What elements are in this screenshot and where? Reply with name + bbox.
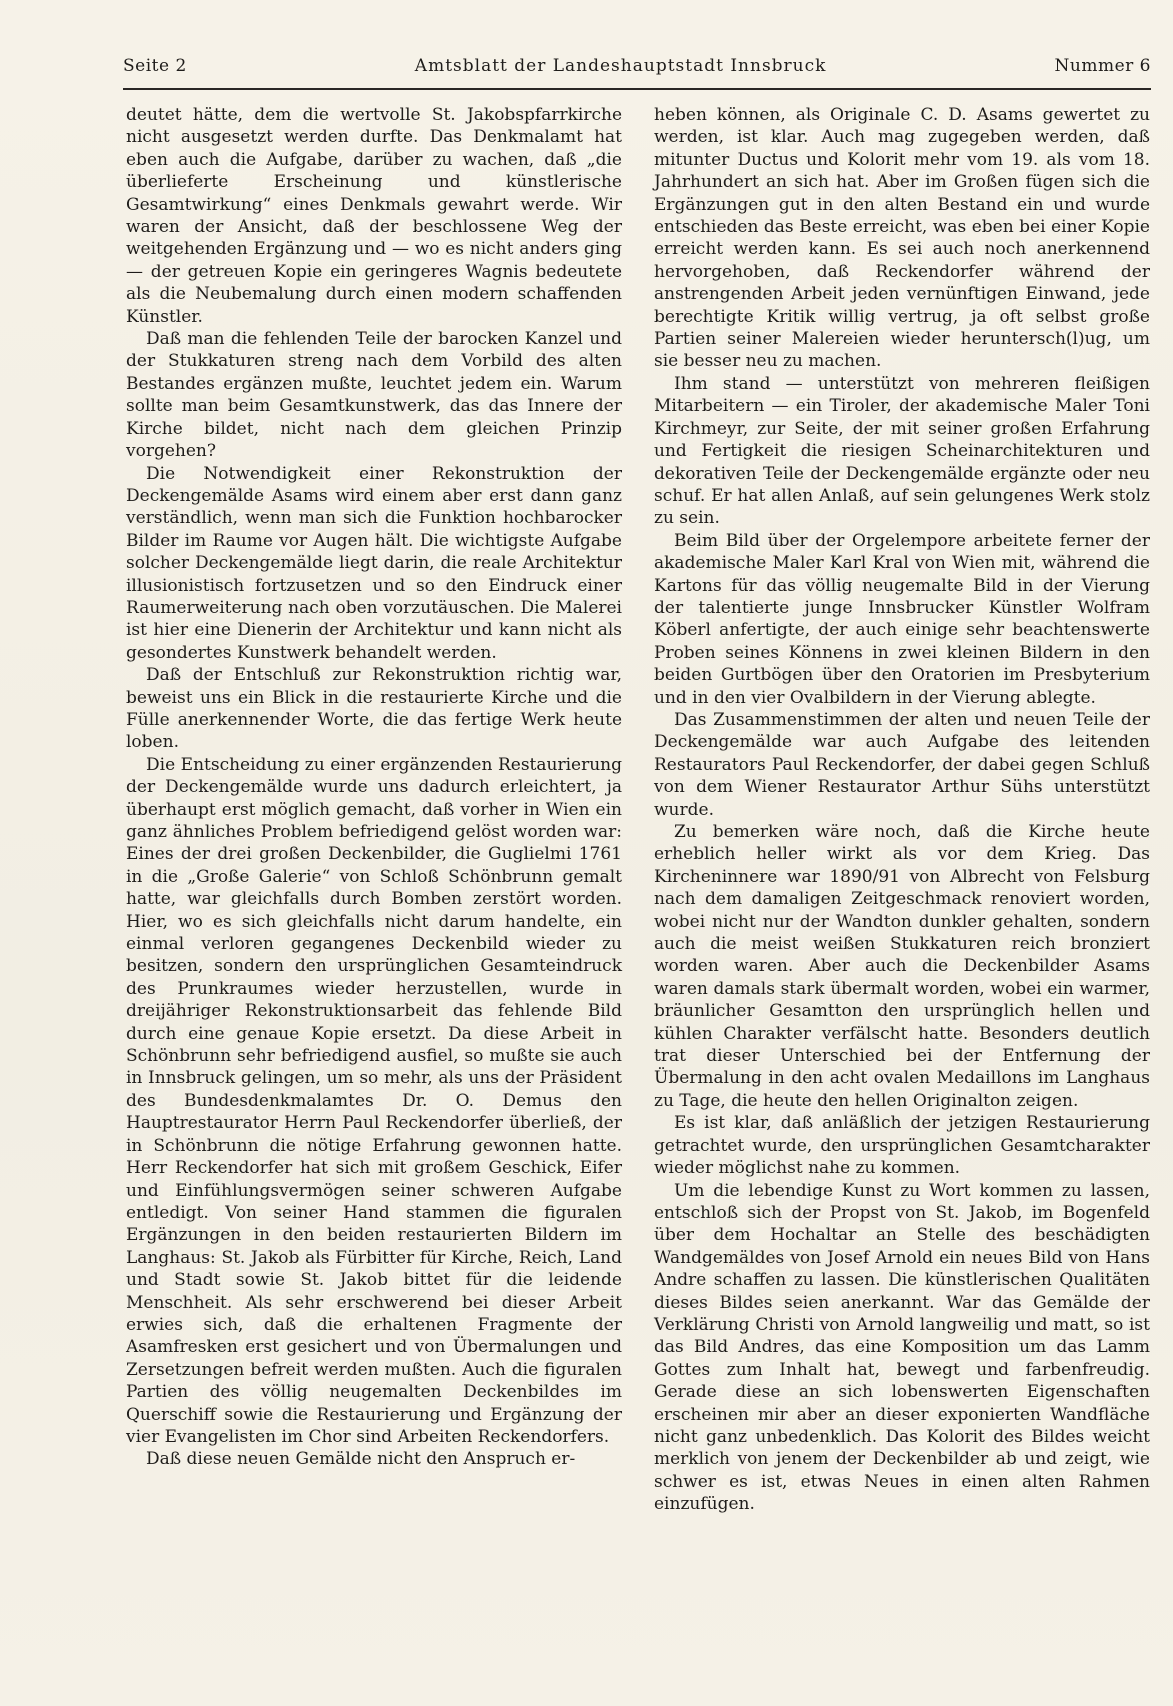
publication-title: Amtsblatt der Landeshauptstadt Innsbruck bbox=[414, 56, 827, 76]
header-rule bbox=[123, 88, 1151, 90]
paragraph: Daß der Entschluß zur Rekonstruktion richtig war, beweist uns ein Blick in die restaurierte Kirche und die Fülle anerkennender Worte, die das fertige Werk heute loben. bbox=[126, 665, 622, 753]
issue-number: Nummer 6 bbox=[1054, 56, 1151, 76]
paragraph: Es ist klar, daß anläßlich der jetzigen Restaurierung getrachtet wurde, den ursprünglichen Gesamtcharakter wieder möglichst nahe zu kommen. bbox=[654, 1113, 1150, 1179]
paragraph: Daß diese neuen Gemälde nicht den Anspruch er- bbox=[146, 1449, 576, 1470]
paragraph: Die Notwendigkeit einer Rekonstruktion der Deckengemälde Asams wird einem aber erst dann ganz verständlich, wenn man sich die Funktion hochbarocker Bilder im Raume vor Augen hält. Die wichtigste Aufgabe solcher Deckengemälde liegt darin, die reale Architektur illusionistisch fortzusetzen und so den Eindruck einer Raumerweiterung nach oben vorzutäuschen. Die Malerei ist hier eine Dienerin der Architektur und kann nicht als gesondertes Kunstwerk behandelt werden. bbox=[126, 463, 622, 663]
paragraph: heben können, als Originale C. D. Asams gewertet zu werden, ist klar. Auch mag zugegeben werden, daß mitunter Ductus und Kolorit mehr vom 19. als vom 18. Jahrhundert an sich hat. Aber im Großen fügen sich die Ergänzungen gut in den alten Bestand ein und wurde entschieden das Beste erreicht, was eben bei einer Kopie erreicht werden kann. Es sei auch noch anerkennend hervorgehoben, daß Reckendorfer während der anstrengenden Arbeit jeden vernünftigen Einwand, jede berechtigte Kritik willig vertrug, ja oft selbst große Partien seiner Malereien wieder heruntersch(l)ug, um sie besser neu zu machen. bbox=[654, 105, 1150, 372]
paragraph: Beim Bild über der Orgelempore arbeitete ferner der akademische Maler Karl Kral von Wien mit, während die Kartons für das völlig neugemalte Bild in der Vierung der talentierte junge Innsbrucker Künstler Wolfram Köberl anfertigte, der auch einige sehr beachtenswerte Proben seines Könnens in zwei kleinen Bildern in den beiden Gurtbögen über den Oratorien im Presbyterium und in den vier Ovalbildern in der Vierung ablegte. bbox=[654, 530, 1150, 708]
page-number: Seite 2 bbox=[123, 56, 187, 76]
paragraph: Daß man die fehlenden Teile der barocken Kanzel und der Stukkaturen streng nach dem Vorbild des alten Bestandes ergänzen mußte, leuchtet jedem ein. Warum sollte man beim Gesamtkunstwerk, das das Innere der Kirche bildet, nicht nach dem gleichen Prinzip vorgehen? bbox=[126, 329, 622, 462]
paragraph: Um die lebendige Kunst zu Wort kommen zu lassen, entschloß sich der Propst von St. Jakob, im Bogenfeld über dem Hochaltar an Stelle des beschädigten Wandgemäldes von Josef Arnold ein neues Bild von Hans Andre schaffen zu lassen. Die künstlerischen Qualitäten dieses Bildes seien anerkannt. War das Gemälde der Verklärung Christi von Arnold langweilig und matt, so ist das Bild Andres, das eine Komposition um das Lamm Gottes zum Inhalt hat, bewegt und farbenfreudig. Gerade diese an sich lobenswerten Eigenschaften erscheinen mir aber an dieser exponierten Wandfläche nicht ganz unbedenklich. Das Kolorit des Bildes weicht merklich von jenem der Deckenbilder ab und zeigt, wie schwer es ist, etwas Neues in einen alten Rahmen einzufügen. bbox=[654, 1180, 1150, 1515]
running-header bbox=[123, 56, 1151, 86]
paragraph: Ihm stand — unterstützt von mehreren fleißigen Mitarbeitern — ein Tiroler, der akademische Maler Toni Kirchmeyr, zur Seite, der mit seiner großen Erfahrung und Fertigkeit die riesigen Scheinarchitekturen und dekorativen Teile der Deckengemälde ergänzte oder neu schuf. Er hat allen Anlaß, auf sein gelungenes Werk stolz zu sein. bbox=[654, 373, 1150, 529]
left-column bbox=[126, 104, 622, 1471]
paragraph: Die Entscheidung zu einer ergänzenden Restaurierung der Deckengemälde wurde uns dadurch erleichtert, ja überhaupt erst möglich gemacht, daß vorher in Wien ein ganz ähnliches Problem befriedigend gelöst worden war: Eines der drei großen Deckenbilder, die Guglielmi 1761 in die „Große Galerie“ von Schloß Schönbrunn gemalt hatte, war gleichfalls durch Bomben zerstört worden. Hier, wo es sich gleichfalls nicht darum handelte, ein einmal verloren gegangenes Deckenbild wieder zu besitzen, sondern den ursprünglichen Gesamteindruck des Prunkraumes wieder herzustellen, wurde in dreijähriger Rekonstruktionsarbeit das fehlende Bild durch eine genaue Kopie ersetzt. Da diese Arbeit in Schönbrunn sehr befriedigend ausfiel, so mußte sie auch in Innsbruck gelingen, um so mehr, als uns der Präsident des Bundesdenkmalamtes Dr. O. Demus den Hauptrestaurator Herrn Paul Reckendorfer überließ, der in Schönbrunn die nötige Erfahrung gewonnen hatte. Herr Reckendorfer hat sich mit großem Geschick, Eifer und Einfühlungsvermögen seiner schweren Aufgabe entledigt. Von seiner Hand stammen die figuralen Ergänzungen in den beiden restaurierten Bildern im Langhaus: St. Jakob als Fürbitter für Kirche, Reich, Land und Stadt sowie St. Jakob bittet für die leidende Menschheit. Als sehr erschwerend bei dieser Arbeit erwies sich, daß die erhaltenen Fragmente der Asamfresken erst gesichert und von Übermalungen und Zersetzungen befreit werden mußten. Auch die figuralen Partien des völlig neugemalten Deckenbildes im Querschiff sowie die Restaurierung und Ergänzung der vier Evangelisten im Chor sind Arbeiten Reckendorfers. bbox=[126, 754, 622, 1447]
right-column bbox=[654, 104, 1150, 1516]
paragraph: deutet hätte, dem die wertvolle St. Jakobspfarrkirche nicht ausgesetzt werden durfte. Das Denkmalamt hat eben auch die Aufgabe, darüber zu wachen, daß „die überlieferte Erscheinung und künstlerische Gesamtwirkung“ eines Denkmals gewahrt werde. Wir waren der Ansicht, daß der beschlossene Weg der weitgehenden Ergänzung und — wo es nicht anders ging — der getreuen Kopie ein geringeres Wagnis bedeutete als die Neubemalung durch einen modern schaffenden Künstler. bbox=[126, 105, 622, 327]
paragraph: Das Zusammenstimmen der alten und neuen Teile der Deckengemälde war auch Aufgabe des leitenden Restaurators Paul Reckendorfer, der dabei gegen Schluß von dem Wiener Restaurator Arthur Sühs unterstützt wurde. bbox=[654, 709, 1150, 820]
paragraph: Zu bemerken wäre noch, daß die Kirche heute erheblich heller wirkt als vor dem Krieg. Das Kircheninnere war 1890/91 von Albrecht von Felsburg nach dem damaligen Zeitgeschmack renoviert worden, wobei nicht nur der Wandton dunkler gehalten, sondern auch die meist weißen Stukkaturen reich bronziert worden waren. Aber auch die Deckenbilder Asams waren damals stark übermalt worden, wobei ein warmer, bräunlicher Gesamtton den ursprünglich hellen und kühlen Charakter verfälscht hatte. Besonders deutlich trat dieser Unterschied bei der Entfernung der Übermalung in den acht ovalen Medaillons im Langhaus zu Tage, die heute den hellen Originalton zeigen. bbox=[654, 822, 1150, 1111]
